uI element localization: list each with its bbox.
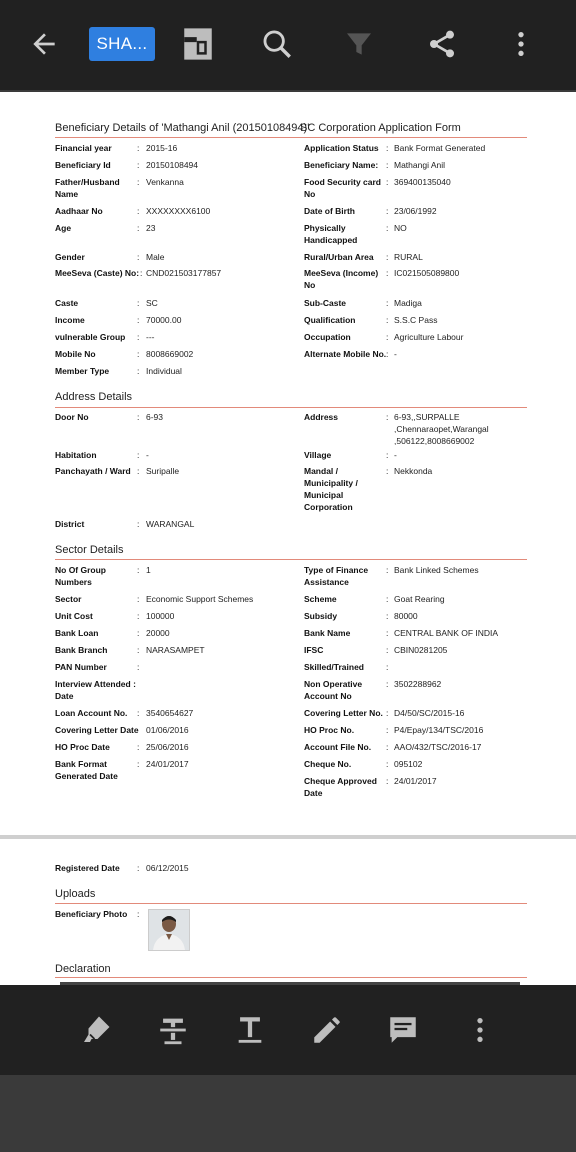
field-value: NARASAMPET: [146, 645, 205, 655]
colon: :: [137, 759, 140, 769]
field-value: SC: [146, 298, 158, 308]
field-value: 6-93: [146, 412, 164, 422]
field-value: 70000.00: [146, 315, 182, 325]
field-label: Age: [55, 223, 72, 233]
colon: :: [137, 565, 140, 575]
field-label: PAN Number: [55, 662, 107, 672]
beneficiary-photo: [148, 909, 190, 951]
field-label: Municipal: [304, 490, 344, 500]
colon: :: [386, 252, 389, 262]
layout-icon[interactable]: [176, 22, 220, 66]
field-label: Door No: [55, 412, 89, 422]
field-label: Bank Name: [304, 628, 351, 638]
form-title: SC Corporation Application Form: [300, 122, 461, 134]
field-label: Panchayath / Ward: [55, 466, 131, 476]
field-value: AAO/432/TSC/2016-17: [394, 742, 482, 752]
colon: :: [137, 252, 140, 262]
field-label: Sub-Caste: [304, 298, 347, 308]
field-label: Member Type: [55, 366, 110, 376]
colon: :: [386, 332, 389, 342]
colon: :: [386, 725, 389, 735]
field-label: Occupation: [304, 332, 351, 342]
field-value: 23/06/1992: [394, 206, 437, 216]
field-value: -: [394, 450, 397, 460]
colon: :: [137, 611, 140, 621]
field-value: 01/06/2016: [146, 725, 189, 735]
colon: :: [386, 594, 389, 604]
field-label: Subsidy: [304, 611, 338, 621]
field-label: Cheque Approved Date: [304, 776, 377, 798]
field-value: CND021503177857: [146, 268, 222, 278]
field-value: ---: [146, 332, 155, 342]
colon: :: [137, 708, 140, 718]
colon: :: [386, 143, 389, 153]
field-value: 3540654627: [146, 708, 194, 718]
field-label: HO Proc No.: [304, 725, 355, 735]
field-label: Address: [304, 412, 339, 422]
field-value: -: [394, 349, 397, 359]
field-value: S.S.C Pass: [394, 315, 438, 325]
field-label: Mobile No: [55, 349, 96, 359]
field-label: Financial year: [55, 143, 112, 153]
field-value: IC021505089800: [394, 268, 460, 278]
back-arrow-icon[interactable]: [22, 22, 66, 66]
field-label: Corporation: [304, 502, 353, 512]
section-title-address: Address Details: [55, 391, 133, 403]
section-title-uploads: Uploads: [55, 888, 96, 900]
field-value: Nekkonda: [394, 466, 433, 476]
field-label: Cheque No.: [304, 759, 352, 769]
more-vert-icon[interactable]: [458, 1008, 502, 1052]
search-icon[interactable]: [255, 22, 299, 66]
section-title-declaration: Declaration: [55, 963, 111, 975]
pencil-icon[interactable]: [305, 1008, 349, 1052]
colon: :: [137, 160, 140, 170]
field-label: Food Security card No: [304, 177, 381, 199]
title-rule: [55, 137, 527, 138]
colon: :: [137, 645, 140, 655]
document-page-1: [0, 92, 576, 835]
colon: :: [386, 223, 389, 233]
field-label: Application Status: [304, 143, 379, 153]
field-label: Unit Cost: [55, 611, 93, 621]
field-label: Non Operative Account No: [304, 679, 363, 701]
section-title-sector: Sector Details: [55, 544, 124, 556]
field-value: D4/50/SC/2015-16: [394, 708, 465, 718]
field-label: Loan Account No.: [55, 708, 128, 718]
colon: :: [386, 742, 389, 752]
field-value: 095102: [394, 759, 423, 769]
field-value: -: [146, 450, 149, 460]
field-label: Skilled/Trained: [304, 662, 364, 672]
field-label: IFSC: [304, 645, 324, 655]
field-label: Date of Birth: [304, 206, 355, 216]
field-label: Mandal /: [304, 466, 339, 476]
field-label: Aadhaar No: [55, 206, 103, 216]
field-value: Venkanna: [146, 177, 184, 187]
colon: :: [137, 177, 140, 187]
field-label: Beneficiary Photo: [55, 909, 128, 919]
field-value: 3502288962: [394, 679, 442, 689]
field-label: Type of Finance Assistance: [304, 565, 369, 587]
comment-icon[interactable]: [381, 1008, 425, 1052]
colon: :: [140, 268, 143, 278]
field-label: No Of Group Numbers: [55, 565, 106, 587]
colon: :: [137, 315, 140, 325]
field-label: Scheme: [304, 594, 337, 604]
colon: :: [137, 628, 140, 638]
field-label: Account File No.: [304, 742, 372, 752]
field-value: Agriculture Labour: [394, 332, 464, 342]
colon: :: [137, 742, 140, 752]
colon: :: [137, 466, 140, 476]
field-label: Covering Letter Date: [55, 725, 139, 735]
field-value: 20000: [146, 628, 170, 638]
underline-icon[interactable]: [228, 1008, 272, 1052]
field-label: District: [55, 519, 85, 529]
field-label: MeeSeva (Caste) No:: [55, 268, 140, 278]
field-label: Habitation: [55, 450, 97, 460]
colon: :: [386, 662, 389, 672]
share-button[interactable]: SHA...: [89, 27, 155, 61]
field-label: HO Proc Date: [55, 742, 110, 752]
colon: :: [386, 206, 389, 216]
field-label: Covering Letter No.: [304, 708, 383, 718]
field-value: 20150108494: [146, 160, 199, 170]
highlighter-icon[interactable]: [74, 1008, 118, 1052]
field-value: 25/06/2016: [146, 742, 189, 752]
strikethrough-icon[interactable]: [151, 1008, 195, 1052]
field-value: 24/01/2017: [394, 776, 437, 786]
share-icon[interactable]: [420, 22, 464, 66]
annotation-toolbar: [0, 985, 576, 1075]
colon: :: [386, 315, 389, 325]
field-value: Suripalle: [146, 466, 180, 476]
field-value: WARANGAL: [146, 519, 195, 529]
field-value: 8008669002: [146, 349, 194, 359]
page-title: Beneficiary Details of 'Mathangi Anil (20150108494)': [55, 122, 310, 134]
field-value: Bank Linked Schemes: [394, 565, 479, 575]
field-label: Qualification: [304, 315, 356, 325]
colon: :: [386, 645, 389, 655]
field-label: Municipality /: [304, 478, 358, 488]
field-label: Beneficiary Id: [55, 160, 111, 170]
colon: :: [386, 412, 389, 422]
field-label: Rural/Urban Area: [304, 252, 374, 262]
field-value: 1: [146, 565, 151, 575]
section-rule: [55, 903, 527, 904]
colon: :: [386, 466, 389, 476]
field-value: CENTRAL BANK OF INDIA: [394, 628, 499, 638]
field-value: CBIN0281205: [394, 645, 448, 655]
field-value: 24/01/2017: [146, 759, 189, 769]
field-value: ,Chennaraopet,Warangal: [394, 424, 489, 434]
colon: :: [386, 177, 389, 187]
colon: :: [137, 143, 140, 153]
field-label: Bank Format Generated Date: [55, 759, 118, 781]
section-rule: [55, 407, 527, 408]
field-label: Bank Loan: [55, 628, 99, 638]
section-rule: [55, 559, 527, 560]
colon: :: [386, 679, 389, 689]
colon: :: [386, 268, 389, 278]
field-value: NO: [394, 223, 407, 233]
colon: :: [386, 565, 389, 575]
field-value: 369400135040: [394, 177, 451, 187]
field-value: 2015-16: [146, 143, 178, 153]
colon: :: [137, 412, 140, 422]
field-label: MeeSeva (Income) No: [304, 268, 379, 290]
colon: :: [137, 298, 140, 308]
colon: :: [386, 628, 389, 638]
field-label: vulnerable Group: [55, 332, 126, 342]
field-value: P4/Epay/134/TSC/2016: [394, 725, 484, 735]
field-label: Sector: [55, 594, 82, 604]
colon: :: [137, 519, 140, 529]
background-area: [0, 1075, 576, 1152]
field-value: RURAL: [394, 252, 423, 262]
field-value: 6-93,,SURPALLE: [394, 412, 460, 422]
colon: :: [137, 909, 140, 919]
top-toolbar: [0, 0, 576, 90]
field-value: Mathangi Anil: [394, 160, 446, 170]
filter-icon[interactable]: [337, 22, 381, 66]
colon: :: [386, 160, 389, 170]
colon: :: [386, 759, 389, 769]
field-label: Bank Branch: [55, 645, 108, 655]
field-value: Male: [146, 252, 165, 262]
colon: :: [386, 611, 389, 621]
more-vert-icon[interactable]: [499, 22, 543, 66]
field-value: 100000: [146, 611, 175, 621]
field-label: Caste: [55, 298, 79, 308]
field-value: Goat Rearing: [394, 594, 445, 604]
colon: :: [386, 298, 389, 308]
field-value: Madiga: [394, 298, 422, 308]
field-value: XXXXXXXX6100: [146, 206, 211, 216]
field-label: Father/Husband Name: [55, 177, 120, 199]
field-label: Physically Handicapped: [304, 223, 358, 245]
colon: :: [137, 594, 140, 604]
field-value: ,506122,8008669002: [394, 436, 475, 446]
colon: :: [137, 206, 140, 216]
field-value: Bank Format Generated: [394, 143, 486, 153]
field-label: Interview Attended : Date: [55, 679, 136, 701]
section-rule: [55, 977, 527, 978]
colon: :: [137, 349, 140, 359]
field-value: 23: [146, 223, 156, 233]
field-label: Registered Date: [55, 863, 120, 873]
colon: :: [137, 332, 140, 342]
colon: :: [386, 776, 389, 786]
field-value: 80000: [394, 611, 418, 621]
field-value: Individual: [146, 366, 182, 376]
field-label: Gender: [55, 252, 85, 262]
colon: :: [137, 366, 140, 376]
field-value: 06/12/2015: [146, 863, 189, 873]
colon: :: [137, 450, 140, 460]
colon: :: [386, 450, 389, 460]
colon: :: [137, 863, 140, 873]
document-page-2: [0, 839, 576, 985]
field-label: Beneficiary Name:: [304, 160, 379, 170]
colon: :: [137, 662, 140, 672]
colon: :: [386, 349, 389, 359]
field-label: Alternate Mobile No.: [304, 349, 387, 359]
colon: :: [137, 223, 140, 233]
field-label: Village: [304, 450, 332, 460]
colon: :: [386, 708, 389, 718]
field-value: Economic Support Schemes: [146, 594, 254, 604]
field-label: Income: [55, 315, 85, 325]
